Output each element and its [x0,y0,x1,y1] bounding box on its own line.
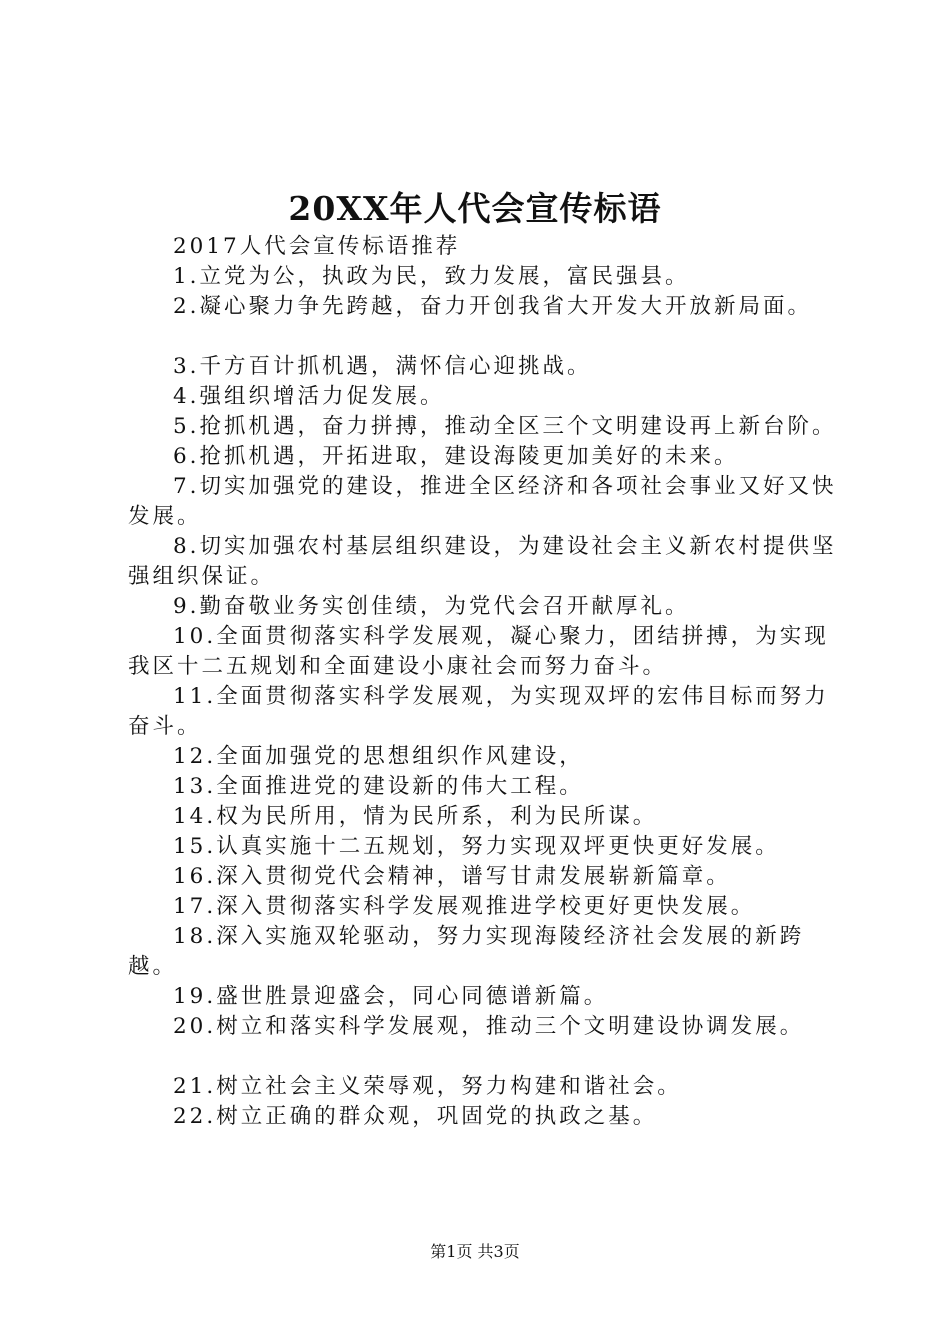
document-body [128,232,848,1132]
list-item: 11.全面贯彻落实科学发展观，为实现双坪的宏伟目标而努力奋斗。 [128,684,829,739]
list-item: 13.全面推进党的建设新的伟大工程。 [173,774,584,799]
list-item: 10.全面贯彻落实科学发展观，凝心聚力，团结拼搏，为实现我区十二五规划和全面建设小康社会而努力奋斗。 [128,624,829,679]
list-item: 5.抢抓机遇，奋力拼搏，推动全区三个文明建设再上新台阶。 [173,414,837,439]
list-item: 19.盛世胜景迎盛会，同心同德谱新篇。 [173,984,609,1009]
list-item: 6.抢抓机遇，开拓进取，建设海陵更加美好的未来。 [173,444,739,469]
document-subtitle: 2017人代会宣传标语推荐 [173,234,461,259]
list-item: 18.深入实施双轮驱动，努力实现海陵经济社会发展的新跨越。 [128,924,805,979]
list-item: 4.强组织增活力促发展。 [173,384,445,409]
list-item: 9.勤奋敬业务实创佳绩，为党代会召开献厚礼。 [173,594,690,619]
list-item: 2.凝心聚力争先跨越，奋力开创我省大开发大开放新局面。 [173,294,813,319]
list-item: 17.深入贯彻落实科学发展观推进学校更好更快发展。 [173,894,756,919]
page-footer: 第1页 共3页 [430,1242,520,1261]
list-item: 14.权为民所用，情为民所系，利为民所谋。 [173,804,658,829]
list-item: 8.切实加强农村基层组织建设，为建设社会主义新农村提供坚强组织保证。 [128,534,837,589]
list-item: 1.立党为公，执政为民，致力发展，富民强县。 [173,264,690,289]
document-title: 20XX年人代会宣传标语 [288,189,662,228]
list-item: 7.切实加强党的建设，推进全区经济和各项社会事业又好又快发展。 [128,474,837,529]
list-item: 3.千方百计抓机遇，满怀信心迎挑战。 [173,354,592,379]
list-item: 16.深入贯彻党代会精神，谱写甘肃发展崭新篇章。 [173,864,731,889]
list-item: 21.树立社会主义荣辱观，努力构建和谐社会。 [173,1074,682,1099]
list-item: 20.树立和落实科学发展观，推动三个文明建设协调发展。 [173,1014,805,1039]
list-item: 12.全面加强党的思想组织作风建设， [173,744,584,769]
list-item: 15.认真实施十二五规划，努力实现双坪更快更好发展。 [173,834,780,859]
list-item: 22.树立正确的群众观，巩固党的执政之基。 [173,1104,658,1129]
